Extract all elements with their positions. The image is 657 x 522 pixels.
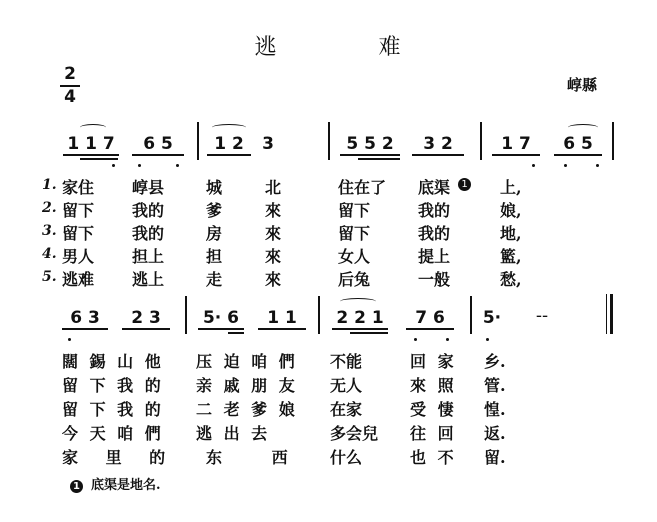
notes-m5b: 2 3 — [131, 308, 161, 328]
barline — [328, 122, 330, 160]
lyric: 受 悽 — [410, 400, 454, 419]
lyric: 北 — [265, 178, 282, 197]
lyric: 籃, — [500, 247, 522, 266]
footnote-marker: 1 — [458, 178, 471, 191]
lyric: 男人 — [62, 247, 95, 266]
verse-number: 5. — [42, 269, 57, 285]
lyric: 房 — [206, 224, 223, 243]
title-char-2: 难 — [378, 35, 403, 60]
low-dot — [446, 338, 449, 341]
beam — [340, 154, 400, 156]
lyric: 娘, — [500, 201, 522, 220]
notes-m4b: 6 5 — [563, 134, 593, 154]
beam — [406, 328, 454, 330]
beam — [350, 332, 388, 334]
barline — [197, 122, 199, 160]
tie — [340, 298, 376, 305]
lyric: 二 老 爹 娘 — [196, 400, 295, 419]
lyric: 崞县 — [132, 178, 165, 197]
lyric: 往 回 — [410, 424, 454, 443]
lyric: 我的 — [418, 201, 451, 220]
lyric: 留. — [484, 448, 506, 467]
notes-m3b: 3 2 — [423, 134, 453, 154]
beam — [80, 158, 118, 160]
beam — [412, 154, 464, 156]
notes-m4a: 1 7 — [501, 134, 531, 154]
lyric: 东 西 — [206, 448, 288, 467]
notes-m3a: 5 5 2 — [346, 134, 394, 154]
verse-number: 1. — [42, 177, 57, 193]
barline — [470, 296, 472, 334]
beam — [228, 332, 244, 334]
region-label: 崞縣 — [566, 76, 597, 94]
lyric: 压 迫 咱 們 — [196, 352, 295, 371]
barline — [185, 296, 187, 334]
lyric: 无人 — [330, 376, 363, 395]
low-dot — [112, 164, 115, 167]
beam — [63, 154, 119, 156]
beam — [132, 154, 184, 156]
song-title — [0, 30, 657, 61]
lyric: 逃难 — [62, 270, 95, 289]
notes-m7b: 7 6 — [415, 308, 445, 328]
lyric: 逃上 — [132, 270, 165, 289]
lyric: 住在了 — [338, 178, 387, 197]
low-dot — [414, 338, 417, 341]
lyric: 家 里 的 — [62, 448, 166, 467]
lyric: 在家 — [330, 400, 363, 419]
lyric: 留 下 我 的 — [62, 400, 161, 419]
lyric: 來 — [265, 270, 282, 289]
lyric: 留 下 我 的 — [62, 376, 161, 395]
footnote — [70, 474, 161, 493]
low-dot — [176, 164, 179, 167]
footnote-mark: 1 — [70, 480, 83, 493]
lyric: 地, — [500, 224, 522, 243]
lyric: 今 天 咱 們 — [62, 424, 161, 443]
beam — [62, 328, 108, 330]
lyric: 來 照 — [410, 376, 454, 395]
low-dot — [596, 164, 599, 167]
low-dot — [486, 338, 489, 341]
lyric: 來 — [265, 247, 282, 266]
lyric: 我的 — [132, 201, 165, 220]
beam — [258, 328, 306, 330]
beam — [554, 154, 602, 156]
lyric: 后兔 — [338, 270, 371, 289]
footnote-text: 底渠是地名. — [91, 478, 161, 493]
barline — [612, 122, 614, 160]
low-dot — [68, 338, 71, 341]
lyric: 我的 — [418, 224, 451, 243]
beam — [122, 328, 170, 330]
lyric: 來 — [265, 201, 282, 220]
low-dot — [564, 164, 567, 167]
final-barline-thick — [610, 294, 613, 334]
lyric: 乡. — [484, 352, 506, 371]
low-dot — [532, 164, 535, 167]
notes-m8a: 5· — [482, 308, 502, 328]
beam — [358, 158, 400, 160]
lyric: 上, — [500, 178, 522, 197]
lyric: 爹 — [206, 201, 223, 220]
beam — [198, 328, 244, 330]
lyric: 家住 — [62, 178, 95, 197]
title-char-1: 逃 — [254, 35, 279, 60]
lyric: 提上 — [418, 247, 451, 266]
beam — [332, 328, 388, 330]
meter-top: 2 — [64, 64, 76, 84]
lyric: 走 — [206, 270, 223, 289]
lyric: 多会兒 — [330, 424, 379, 443]
lyric: 管. — [484, 376, 506, 395]
notes-m5a: 6 3 — [70, 308, 100, 328]
lyric: 城 — [206, 178, 223, 197]
low-dot — [138, 164, 141, 167]
lyric: 留下 — [62, 224, 95, 243]
lyric: 亲 戚 朋 友 — [196, 376, 295, 395]
final-barline-thin — [606, 294, 607, 334]
lyric: 不能 — [330, 352, 363, 371]
notes-m2b: 3 — [262, 134, 274, 154]
notes-m6b: 1 1 — [267, 308, 297, 328]
notes-m8b: -- — [535, 306, 549, 326]
notes-m2a: 1 2 — [214, 134, 244, 154]
time-signature — [60, 66, 80, 106]
notes-m6a: 5· 6 — [202, 308, 240, 328]
notes-m7a: 2 2 1 — [336, 308, 384, 328]
tie — [212, 124, 246, 131]
notes-m1b: 6 5 — [143, 134, 173, 154]
beam — [492, 154, 540, 156]
lyric: 一般 — [418, 270, 451, 289]
lyric: 我的 — [132, 224, 165, 243]
meter-bottom: 4 — [64, 87, 76, 107]
lyric: 底渠 — [418, 178, 451, 197]
lyric: 回 家 — [410, 352, 454, 371]
lyric: 留下 — [62, 201, 95, 220]
verse-number: 4. — [42, 246, 57, 262]
tie — [568, 124, 598, 131]
lyric: 担 — [206, 247, 223, 266]
lyric: 女人 — [338, 247, 371, 266]
lyric: 闊 錫 山 他 — [62, 352, 161, 371]
verse-number: 3. — [42, 223, 57, 239]
tie — [80, 124, 106, 131]
lyric: 担上 — [132, 247, 165, 266]
lyric: 愁, — [500, 270, 522, 289]
lyric: 什么 — [330, 448, 363, 467]
lyric: 惶. — [484, 400, 506, 419]
verse-number: 2. — [42, 200, 57, 216]
barline — [318, 296, 320, 334]
lyric: 留下 — [338, 224, 371, 243]
notes-m1a: 1 1 7 — [67, 134, 115, 154]
lyric: 留下 — [338, 201, 371, 220]
lyric: 來 — [265, 224, 282, 243]
lyric: 也 不 — [410, 448, 454, 467]
lyric: 返. — [484, 424, 506, 443]
barline — [480, 122, 482, 160]
beam — [207, 154, 251, 156]
lyric: 逃 出 去 — [196, 424, 268, 443]
